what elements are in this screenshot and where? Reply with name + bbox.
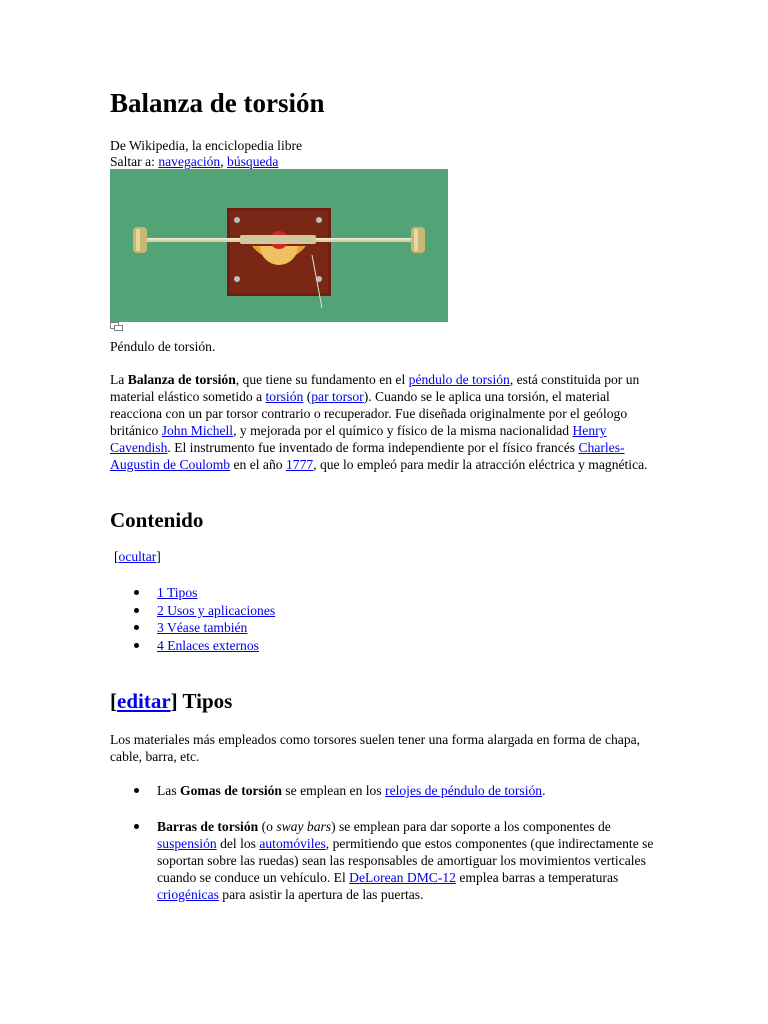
edit-bracket: [ (110, 689, 117, 713)
navigation-link[interactable]: navegación (158, 154, 221, 169)
toc-heading: Contenido (110, 508, 204, 532)
list-item-gomas (110, 782, 658, 799)
toc-toggle (114, 548, 161, 565)
link-coulomb[interactable]: Charles-Augustin de Coulomb (110, 440, 625, 472)
screw (316, 217, 322, 223)
toc-list (110, 584, 275, 655)
intro-text: , y mejorada por el químico y físico de la misma nacionalidad (233, 423, 573, 438)
link-par-torsor[interactable]: par torsor (311, 389, 364, 404)
jump-links (110, 153, 278, 170)
item-bold-term: Barras de torsión (157, 819, 259, 834)
intro-text: ). Cuando se le aplica una torsión, el material reacciona con un par torsor contrario o recuperador. Fue diseñada originalmente por el geólogo británico (110, 389, 628, 438)
edit-bracket: ] (170, 689, 178, 713)
item-text: , permitiendo que estos componentes (que indirectamente se soportan sobre las ruedas) sean las responsables de amortiguar los movimientos verticales cuando se conduce un vehículo. El (157, 836, 654, 885)
link-henry-cavendish[interactable]: Henry Cavendish (110, 423, 607, 455)
bullet-icon (134, 625, 139, 630)
link-criogenicas[interactable]: criogénicas (157, 887, 219, 902)
link-john-michell[interactable]: John Michell (161, 423, 234, 438)
link-torsion[interactable]: torsión (265, 389, 304, 404)
item-text: (o (258, 819, 277, 834)
item-italic-term: sway bars (276, 819, 332, 834)
site-subtitle: De Wikipedia, la enciclopedia libre (110, 138, 303, 153)
toc-hide-link[interactable]: ocultar (118, 549, 157, 564)
item-text: para asistir la apertura de las puertas. (218, 887, 424, 902)
item-text: se emplean en los (281, 783, 386, 798)
item-text: . (542, 783, 546, 798)
tipos-paragraph: Los materiales más empleados como torsores suelen tener una forma alargada en forma de chapa, cable, barra, etc. (110, 732, 641, 764)
intro-bold-term: Balanza de torsión (127, 372, 236, 387)
toc-link-enlaces[interactable]: 4 Enlaces externos (157, 638, 259, 654)
toc-item (110, 584, 275, 602)
bullet-icon (134, 788, 139, 793)
intro-text: ( (303, 389, 312, 404)
screw (234, 276, 240, 282)
section-title: Tipos (177, 689, 233, 713)
jump-separator: , (220, 154, 228, 169)
toc-item (110, 637, 275, 655)
search-link[interactable]: búsqueda (227, 154, 279, 169)
link-automoviles[interactable]: automóviles (259, 836, 326, 851)
item-text: del los (216, 836, 260, 851)
item-text: Las (157, 783, 181, 798)
intro-text: , está constituida por un material elástico sometido a (110, 372, 640, 404)
list-item-text (157, 782, 657, 799)
image-caption: Péndulo de torsión. (110, 339, 216, 354)
intro-text: , que tiene su fundamento en el (235, 372, 409, 387)
intro-paragraph (110, 371, 650, 473)
bullet-icon (134, 643, 139, 648)
link-suspension[interactable]: suspensión (157, 836, 217, 851)
intro-text: La (110, 372, 128, 387)
item-text: ) se emplean para dar soporte a los componentes de (331, 819, 611, 834)
list-item-barras (110, 818, 658, 903)
jump-prefix: Saltar a: (110, 154, 159, 169)
link-delorean[interactable]: DeLorean DMC-12 (349, 870, 456, 885)
intro-text: . El instrumento fue inventado de forma independiente por el físico francés (167, 440, 579, 455)
item-bold-term: Gomas de torsión (180, 783, 282, 798)
item-text: emplea barras a temperaturas (455, 870, 619, 885)
toc-bracket: [ (114, 549, 119, 564)
list-item-text (157, 818, 657, 903)
bullet-icon (134, 608, 139, 613)
torsion-pendulum-photo[interactable] (110, 169, 448, 322)
edit-section-link[interactable]: editar (117, 689, 171, 713)
link-relojes[interactable]: relojes de péndulo de torsión (385, 783, 543, 798)
intro-text: , que lo empleó para medir la atracción eléctrica y magnética. (313, 457, 648, 472)
toc-link-vease[interactable]: 3 Véase también (157, 620, 248, 636)
toc-item (110, 619, 275, 637)
link-1777[interactable]: 1777 (285, 457, 314, 472)
intro-text: en el año (230, 457, 286, 472)
toc-link-usos[interactable]: 2 Usos y aplicaciones (157, 602, 276, 618)
toc-bracket: ] (156, 549, 161, 564)
toc-item (110, 602, 275, 620)
page-title: Balanza de torsión (110, 88, 325, 118)
link-pendulo-de-torsion[interactable]: péndulo de torsión (408, 372, 510, 387)
bullet-icon (134, 824, 139, 829)
toc-link-tipos[interactable]: 1 Tipos (157, 585, 198, 600)
enlarge-icon[interactable] (110, 322, 123, 331)
section-heading-tipos (110, 688, 232, 714)
beam-clamp (240, 235, 316, 244)
bullet-icon (134, 590, 139, 595)
screw (234, 217, 240, 223)
